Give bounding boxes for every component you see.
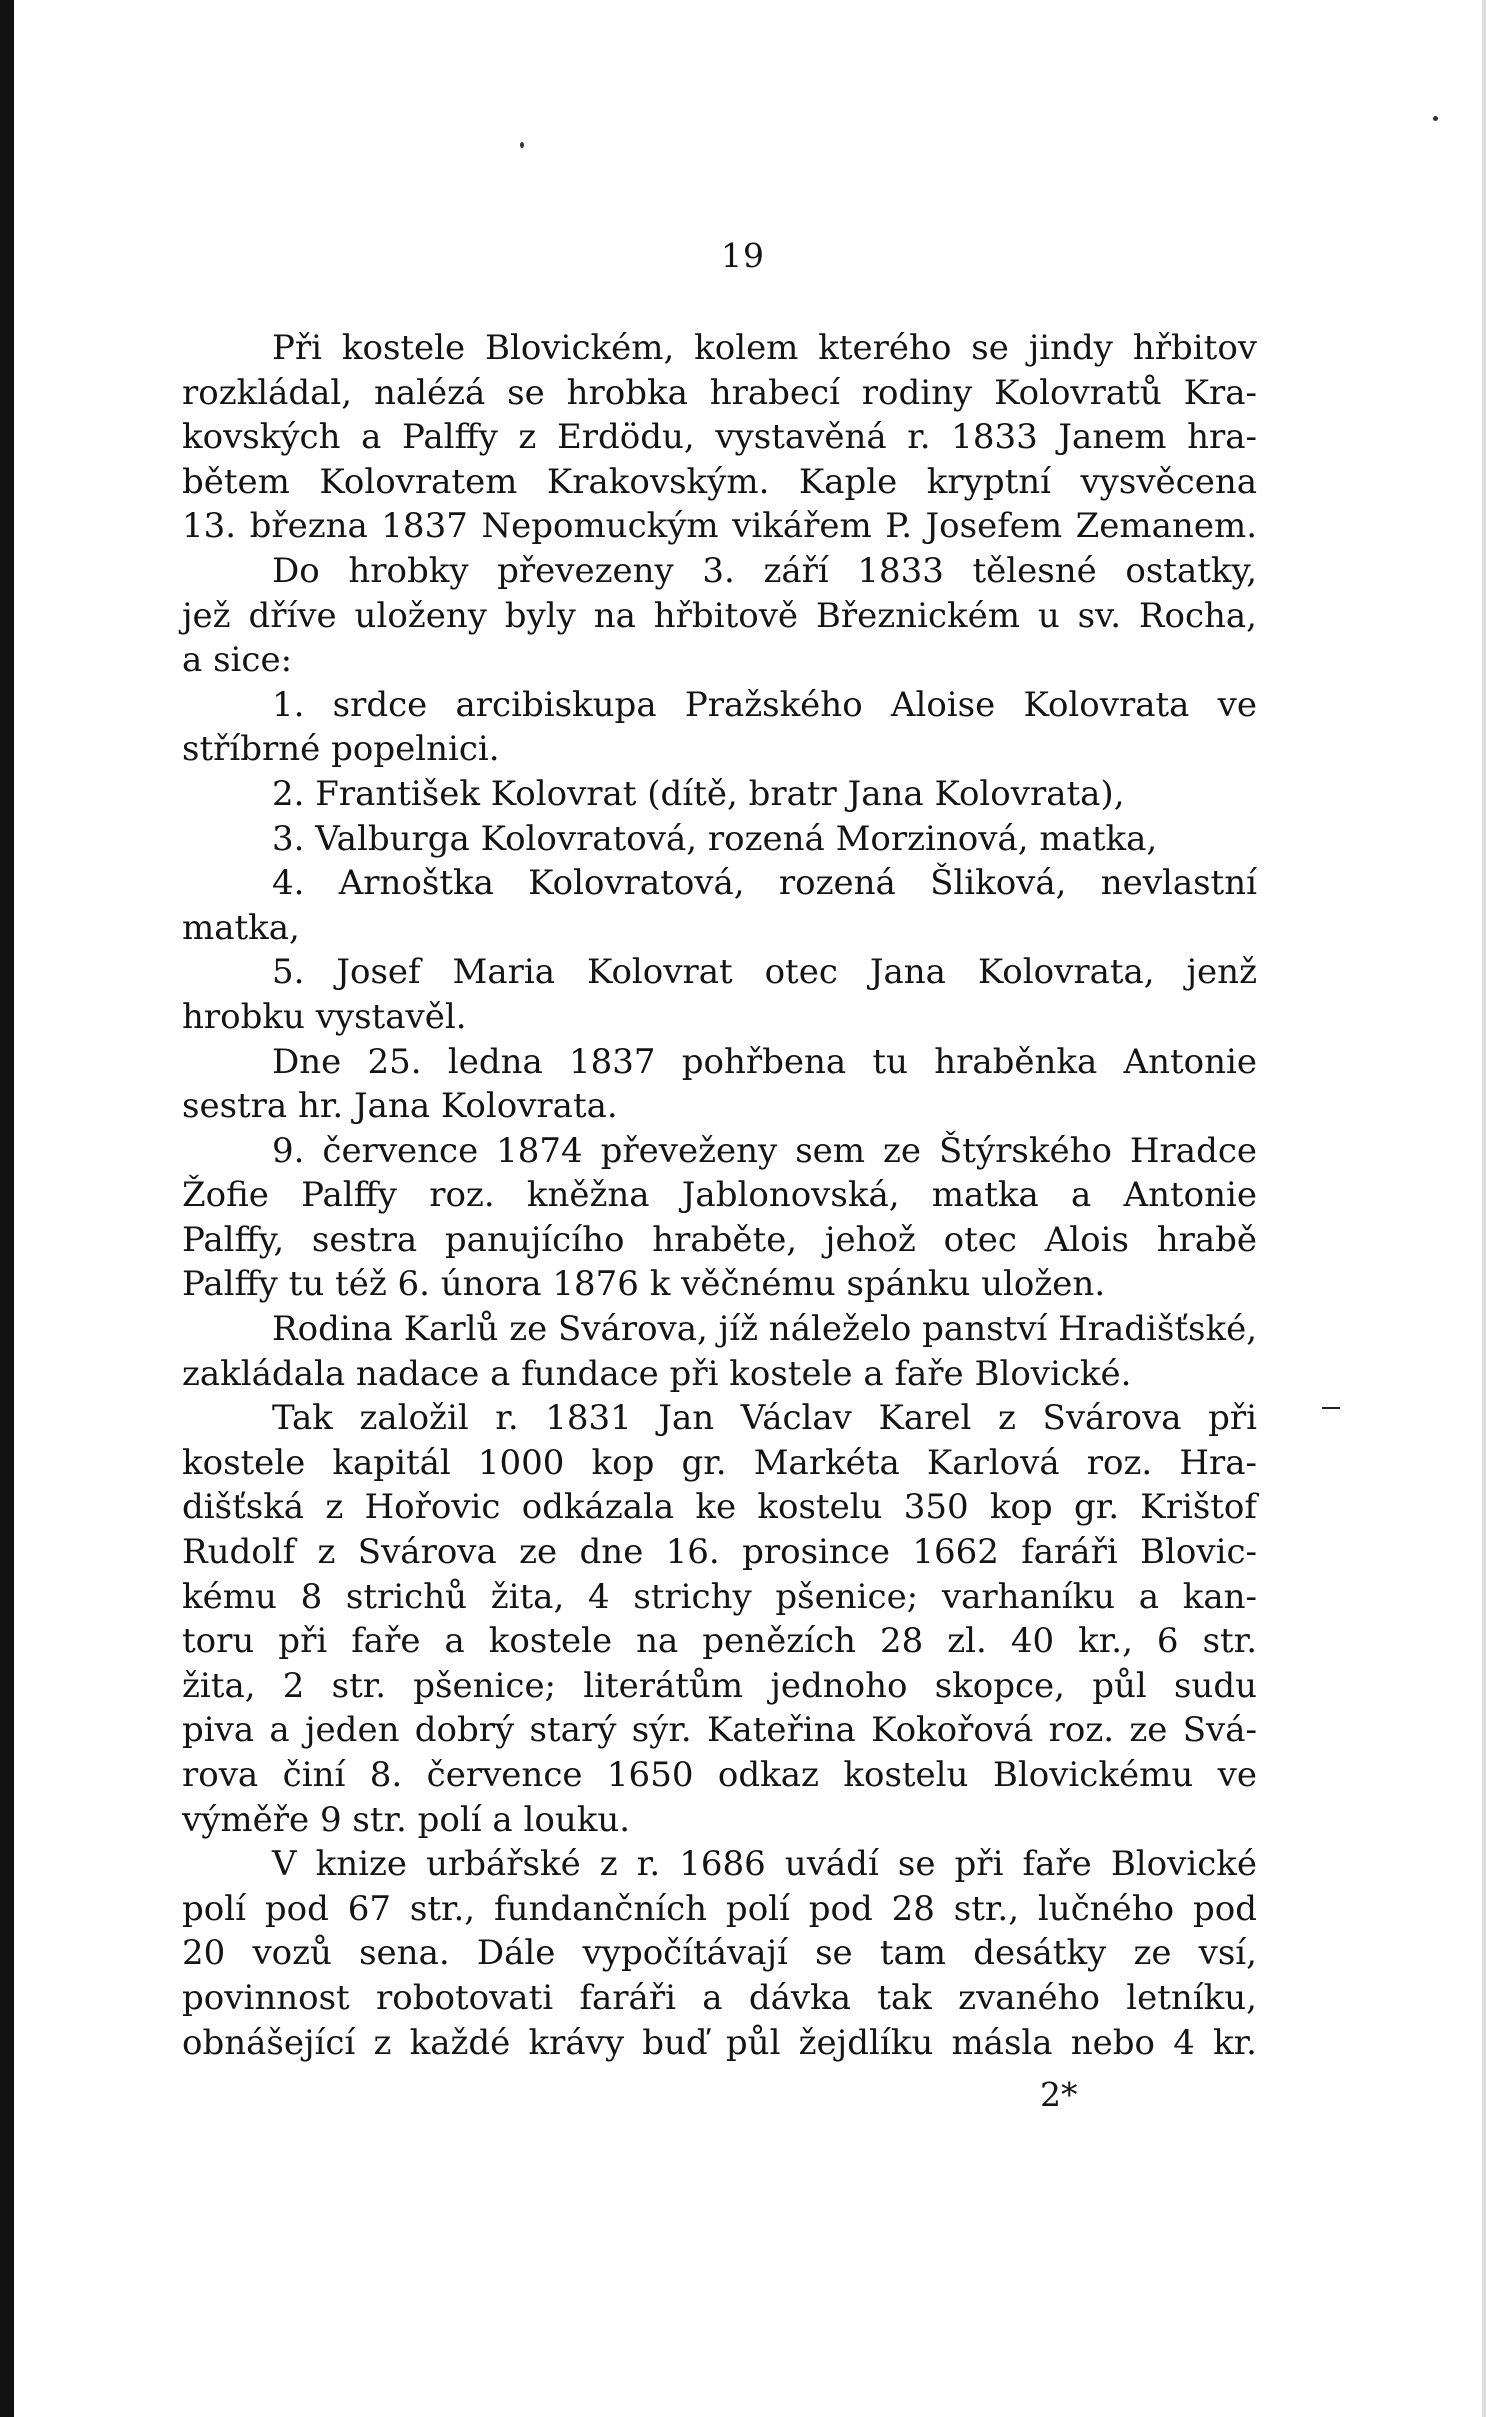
text-line: 1. srdce arcibiskupa Pražského Aloise Kolovrata ve: [272, 684, 1257, 725]
text-line: kovských a Palffy z Erdödu, vystavěná r. 1833 Janem hra-: [182, 417, 1257, 458]
scan-speck: [520, 142, 524, 148]
text-line: stříbrné popelnici.: [182, 729, 500, 770]
text-line: povinnost robotovati faráři a dávka tak zvaného letníku,: [182, 1977, 1257, 2018]
text-line: rozkládal, nalézá se hrobka hrabecí rodiny Kolovratů Kra-: [182, 372, 1257, 413]
text-line: hrobku vystavěl.: [182, 996, 467, 1037]
scan-speck: [1433, 116, 1438, 121]
text-line: Tak založil r. 1831 Jan Václav Karel z Svárova při: [272, 1398, 1257, 1439]
text-line: 3. Valburga Kolovratová, rozená Morzinová, matka,: [272, 818, 1158, 859]
scan-border-left: [0, 0, 14, 2417]
text-line: zakládala nadace a fundace při kostele a faře Blovické.: [182, 1353, 1132, 1394]
text-line: toru při faře a kostele na penězích 28 zl. 40 kr., 6 str.: [182, 1621, 1257, 1662]
text-line: dišťská z Hořovic odkázala ke kostelu 350 kop gr. Krištof: [182, 1487, 1257, 1528]
text-line: výměře 9 str. polí a louku.: [182, 1799, 631, 1840]
text-line: obnášející z každé krávy buď půl žejdlíku másla nebo 4 kr.: [182, 2022, 1257, 2063]
text-line: Palffy, sestra panujícího hraběte, jehož otec Alois hrabě: [182, 1219, 1257, 1260]
text-line: Rudolf z Svárova ze dne 16. prosince 1662 faráři Blovic-: [182, 1532, 1257, 1573]
text-line: Při kostele Blovickém, kolem kterého se jindy hřbitov: [272, 328, 1257, 368]
text-line: piva a jeden dobrý starý sýr. Kateřina Kokořová roz. ze Svá-: [182, 1710, 1257, 1751]
scan-border-right: [1482, 0, 1486, 2417]
text-line: 4. Arnoštka Kolovratová, rozená Šliková, nevlastní: [272, 863, 1257, 904]
text-line: a sice:: [182, 640, 293, 681]
text-line: polí pod 67 str., fundančních polí pod 28 str., lučného pod: [182, 1888, 1257, 1929]
page-number: 19: [721, 236, 765, 275]
text-line: kostele kapitál 1000 kop gr. Markéta Karlová roz. Hra-: [182, 1442, 1257, 1483]
margin-mark: [1322, 1407, 1340, 1409]
text-line: 13. března 1837 Nepomuckým vikářem P. Josefem Zemanem.: [182, 506, 1257, 547]
text-line: matka,: [182, 907, 300, 948]
text-line: 20 vozů sena. Dále vypočítávají se tam desátky ze vsí,: [182, 1933, 1257, 1974]
text-line: Do hrobky převezeny 3. září 1833 tělesné ostatky,: [272, 550, 1257, 591]
text-line: sestra hr. Jana Kolovrata.: [182, 1086, 618, 1127]
text-line: rova činí 8. července 1650 odkaz kostelu Blovickému ve: [182, 1755, 1257, 1795]
text-line: Rodina Karlů ze Svárova, jíž náleželo panství Hradišťské,: [272, 1309, 1257, 1350]
text-line: bětem Kolovratem Krakovským. Kaple kryptní vysvěcena: [182, 461, 1257, 502]
text-line: Dne 25. ledna 1837 pohřbena tu hraběnka Antonie: [272, 1041, 1257, 1082]
text-line: Palffy tu též 6. února 1876 k věčnému spánku uložen.: [182, 1264, 1106, 1305]
signature-mark: 2*: [1040, 2075, 1078, 2114]
text-line: V knize urbářské z r. 1686 uvádí se při faře Blovické: [272, 1844, 1257, 1885]
text-line: 9. července 1874 převeženy sem ze Štýrského Hradce: [272, 1130, 1257, 1171]
text-line: 5. Josef Maria Kolovrat otec Jana Kolovrata, jenž: [272, 952, 1257, 993]
text-line: žita, 2 str. pšenice; literátům jednoho skopce, půl sudu: [182, 1665, 1257, 1706]
text-line: kému 8 strichů žita, 4 strichy pšenice; varhaníku a kan-: [182, 1576, 1257, 1617]
body-text: [182, 326, 1257, 2065]
text-line: jež dříve uloženy byly na hřbitově Březnickém u sv. Rocha,: [182, 595, 1257, 636]
text-line: 2. František Kolovrat (dítě, bratr Jana Kolovrata),: [272, 773, 1125, 814]
text-line: Žofie Palffy roz. kněžna Jablonovská, matka a Antonie: [182, 1175, 1257, 1216]
